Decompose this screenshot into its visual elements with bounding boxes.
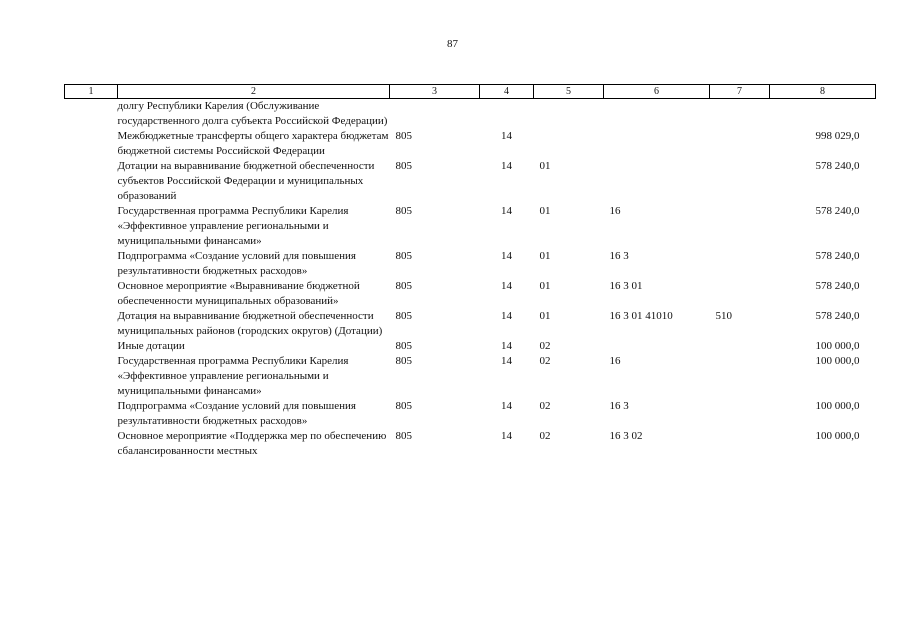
table-row: [65, 279, 876, 309]
row-expense-type: [710, 399, 770, 429]
row-section: 14: [501, 400, 512, 412]
row-target-code: 16 3 02: [609, 430, 643, 442]
row-target-code: [604, 339, 710, 354]
table-row: [65, 129, 876, 159]
table-row: [65, 159, 876, 204]
row-expense-type: 510: [715, 310, 732, 322]
row-amount: 998 029,0: [815, 130, 860, 142]
row-section: 14: [501, 160, 512, 172]
row-subsection: 02: [539, 355, 551, 367]
row-expense-type: [710, 339, 770, 354]
header-col-7: 7: [710, 85, 770, 99]
header-col-5: 5: [534, 85, 604, 99]
row-expense-type: [710, 279, 770, 309]
row-ministry-code: 805: [395, 355, 412, 367]
row-ministry-code: 805: [395, 205, 412, 217]
row-target-code: 16 3: [609, 400, 629, 412]
row-name: Государственная программа Республики Карелия «Эффективное управление региональными и муниципальными финансами»: [117, 355, 349, 397]
row-section: 14: [501, 355, 512, 367]
row-amount: 578 240,0: [815, 205, 860, 217]
table-row: [65, 204, 876, 249]
header-col-6: 6: [604, 85, 710, 99]
row-amount: 578 240,0: [815, 160, 860, 172]
row-expense-type: [710, 99, 770, 130]
row-expense-type: [710, 204, 770, 249]
row-expense-type: [710, 429, 770, 459]
row-subsection: 01: [539, 250, 551, 262]
row-name: долгу Республики Карелия (Обслуживание государственного долга субъекта Российской Федерации): [117, 100, 388, 127]
header-col-8: 8: [770, 85, 876, 99]
row-amount: 100 000,0: [815, 355, 860, 367]
table-row: [65, 99, 876, 130]
table-row: [65, 399, 876, 429]
row-section: 14: [501, 250, 512, 262]
row-subsection: 02: [539, 340, 551, 352]
row-name: Межбюджетные трансферты общего характера бюджетам бюджетной системы Российской Федерации: [117, 130, 389, 157]
row-subsection: 02: [539, 400, 551, 412]
row-target-code: [604, 129, 710, 159]
header-col-3: 3: [390, 85, 480, 99]
row-subsection: 01: [539, 205, 551, 217]
row-ministry-code: 805: [395, 310, 412, 322]
row-name: Дотация на выравнивание бюджетной обеспеченности муниципальных районов (городских округов) (Дотации): [117, 310, 383, 337]
row-amount: 100 000,0: [815, 430, 860, 442]
row-section: 14: [501, 430, 512, 442]
header-col-4: 4: [480, 85, 534, 99]
row-section: 14: [501, 340, 512, 352]
row-ministry-code: 805: [395, 130, 412, 142]
row-ministry-code: 805: [395, 400, 412, 412]
row-target-code: 16 3 01 41010: [609, 310, 673, 322]
page-number: 87: [447, 38, 458, 50]
table-row: [65, 249, 876, 279]
header-col-2: 2: [118, 85, 390, 99]
row-subsection: [534, 129, 604, 159]
row-subsection: [534, 99, 604, 130]
row-section: 14: [501, 205, 512, 217]
row-subsection: 01: [539, 280, 551, 292]
row-section: 14: [501, 280, 512, 292]
row-ministry-code: [390, 99, 480, 130]
row-section: 14: [501, 130, 512, 142]
row-target-code: [604, 99, 710, 130]
table-row: [65, 309, 876, 339]
row-name: Основное мероприятие «Поддержка мер по обеспечению сбалансированности местных: [117, 430, 387, 457]
table-row: [65, 339, 876, 354]
row-name: Дотации на выравнивание бюджетной обеспеченности субъектов Российской Федерации и муниципальных образований: [117, 160, 375, 202]
row-amount: 100 000,0: [815, 340, 860, 352]
row-target-code: 16 3: [609, 250, 629, 262]
row-name: Подпрограмма «Создание условий для повышения результативности бюджетных расходов»: [117, 400, 356, 427]
row-target-code: [604, 159, 710, 204]
row-amount: [770, 99, 876, 130]
row-ministry-code: 805: [395, 430, 412, 442]
row-ministry-code: 805: [395, 250, 412, 262]
row-section: [480, 99, 534, 130]
row-name: Основное мероприятие «Выравнивание бюджетной обеспеченности муниципальных образований»: [117, 280, 360, 307]
table-row: [65, 429, 876, 459]
row-ministry-code: 805: [395, 340, 412, 352]
header-col-1: 1: [65, 85, 118, 99]
row-subsection: 01: [539, 160, 551, 172]
row-expense-type: [710, 249, 770, 279]
row-ministry-code: 805: [395, 280, 412, 292]
budget-table: [64, 84, 876, 459]
row-target-code: 16 3 01: [609, 280, 643, 292]
row-ministry-code: 805: [395, 160, 412, 172]
row-section: 14: [501, 310, 512, 322]
row-target-code: 16: [609, 205, 621, 217]
row-expense-type: [710, 159, 770, 204]
row-name: Государственная программа Республики Карелия «Эффективное управление региональными и муниципальными финансами»: [117, 205, 349, 247]
table-row: [65, 354, 876, 399]
row-amount: 578 240,0: [815, 250, 860, 262]
row-expense-type: [710, 129, 770, 159]
row-target-code: 16: [609, 355, 621, 367]
row-subsection: 02: [539, 430, 551, 442]
header-row: [65, 85, 876, 99]
row-expense-type: [710, 354, 770, 399]
row-subsection: 01: [539, 310, 551, 322]
row-name: Подпрограмма «Создание условий для повышения результативности бюджетных расходов»: [117, 250, 356, 277]
row-name: Иные дотации: [117, 340, 185, 352]
row-amount: 100 000,0: [815, 400, 860, 412]
row-amount: 578 240,0: [815, 310, 860, 322]
row-amount: 578 240,0: [815, 280, 860, 292]
